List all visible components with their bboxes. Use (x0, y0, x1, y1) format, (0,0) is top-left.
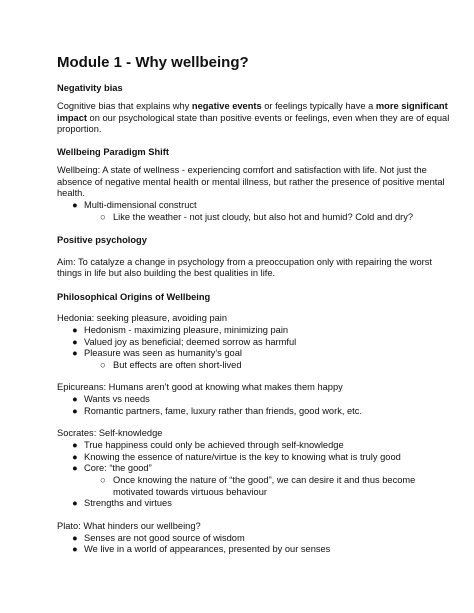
socrates-lead: Socrates: Self-knowledge (57, 428, 163, 438)
paradigm-line-2: absence of negative mental health or mental illness, but rather the presence of positive mental (57, 177, 445, 187)
bullet-icon: ● (72, 337, 78, 347)
heading-philosophical-origins: Philosophical Origins of Wellbeing (57, 292, 211, 302)
negativity-line-3: proportion. (57, 124, 102, 134)
bullet-icon: ● (72, 452, 78, 462)
positive-line-1: Aim: To catalyze a change in psychology from a preoccupation only with repairing the worst (57, 257, 432, 267)
epicureans-lead: Epicureans: Humans aren’t good at knowing what makes them happy (57, 382, 343, 392)
negativity-line-2: impact on our psychological state than positive events or feelings, even when they are of equal (57, 113, 450, 123)
document-page: Module 1 - Why wellbeing? Negativity bias Cognitive bias that explains why negative events or feelings typically have a more significant impact on our psychological state than positive events or feelings, even when they are of equal proportion. Wellbeing Paradigm Shift Wellbeing: A state of wellness - experiencing comfort and satisfaction with life. Not just the absence of negative mental health or mental illness, but rather the presence of positive mental health. ● Multi-dimensional construct ○ Like the weather - not just cloudy, but also hot and humid? Cold and dry? Positive psychology Aim: To catalyze a change in psychology from a preoccupation only with repairing the worst things in life but also building the best qualities in life. Philosophical Origins of Wellbeing Hedonia: seeking pleasure, avoiding pain ● Hedonism - maximizing pleasure, minimizing pain ● Valued joy as beneficial; deemed sorrow as harmful ● Pleasure was seen as humanity’s goal ○ But effects are often short-lived Epicureans: Humans aren’t good at knowing what makes them happy ● Wants vs needs ● Romantic partners, fame, luxury rather than friends, good work, etc. Socrates: Self-knowledge ● True happiness could only be achieved through self-knowledge ● Knowing the essence of nature/virtue is the key to knowing what is truly good ● Core: “the good” ○ Once knowing the nature of “the good”, we can desire it and thus become motivated towards virtuous behaviour ● Strengths and virtues Plato: What hinders our wellbeing? ● Senses are not good source of wisdom ● We live in a world of appearances, presented by our senses (57, 54, 450, 554)
bullet-icon: ● (72, 394, 78, 404)
bullet-icon: ● (72, 440, 78, 450)
bullet-icon: ● (72, 325, 78, 335)
bullet-icon: ● (72, 406, 78, 416)
circle-bullet-icon: ○ (100, 475, 106, 485)
bullet-icon: ● (72, 498, 78, 508)
negativity-line-1: Cognitive bias that explains why negative events or feelings typically have a more significant (57, 101, 448, 111)
sub-list-item-continuation: motivated towards virtuous behaviour (113, 487, 267, 497)
heading-paradigm-shift: Wellbeing Paradigm Shift (57, 147, 169, 157)
bullet-icon: ● (72, 463, 78, 473)
bullet-icon: ● (72, 533, 78, 543)
circle-bullet-icon: ○ (100, 212, 106, 222)
hedonia-lead: Hedonia: seeking pleasure, avoiding pain (57, 313, 228, 323)
bullet-icon: ● (72, 200, 78, 210)
bullet-icon: ● (72, 544, 78, 554)
paradigm-line-3: health. (57, 188, 85, 198)
circle-bullet-icon: ○ (100, 360, 106, 370)
positive-line-2: things in life but also building the best qualities in life. (57, 268, 276, 278)
page-title: Module 1 - Why wellbeing? (57, 54, 249, 71)
bullet-icon: ● (72, 348, 78, 358)
plato-lead: Plato: What hinders our wellbeing? (57, 521, 201, 531)
paradigm-line-1: Wellbeing: A state of wellness - experiencing comfort and satisfaction with life. Not just the (57, 165, 427, 175)
heading-negativity-bias: Negativity bias (57, 83, 123, 93)
heading-positive-psychology: Positive psychology (57, 235, 147, 245)
